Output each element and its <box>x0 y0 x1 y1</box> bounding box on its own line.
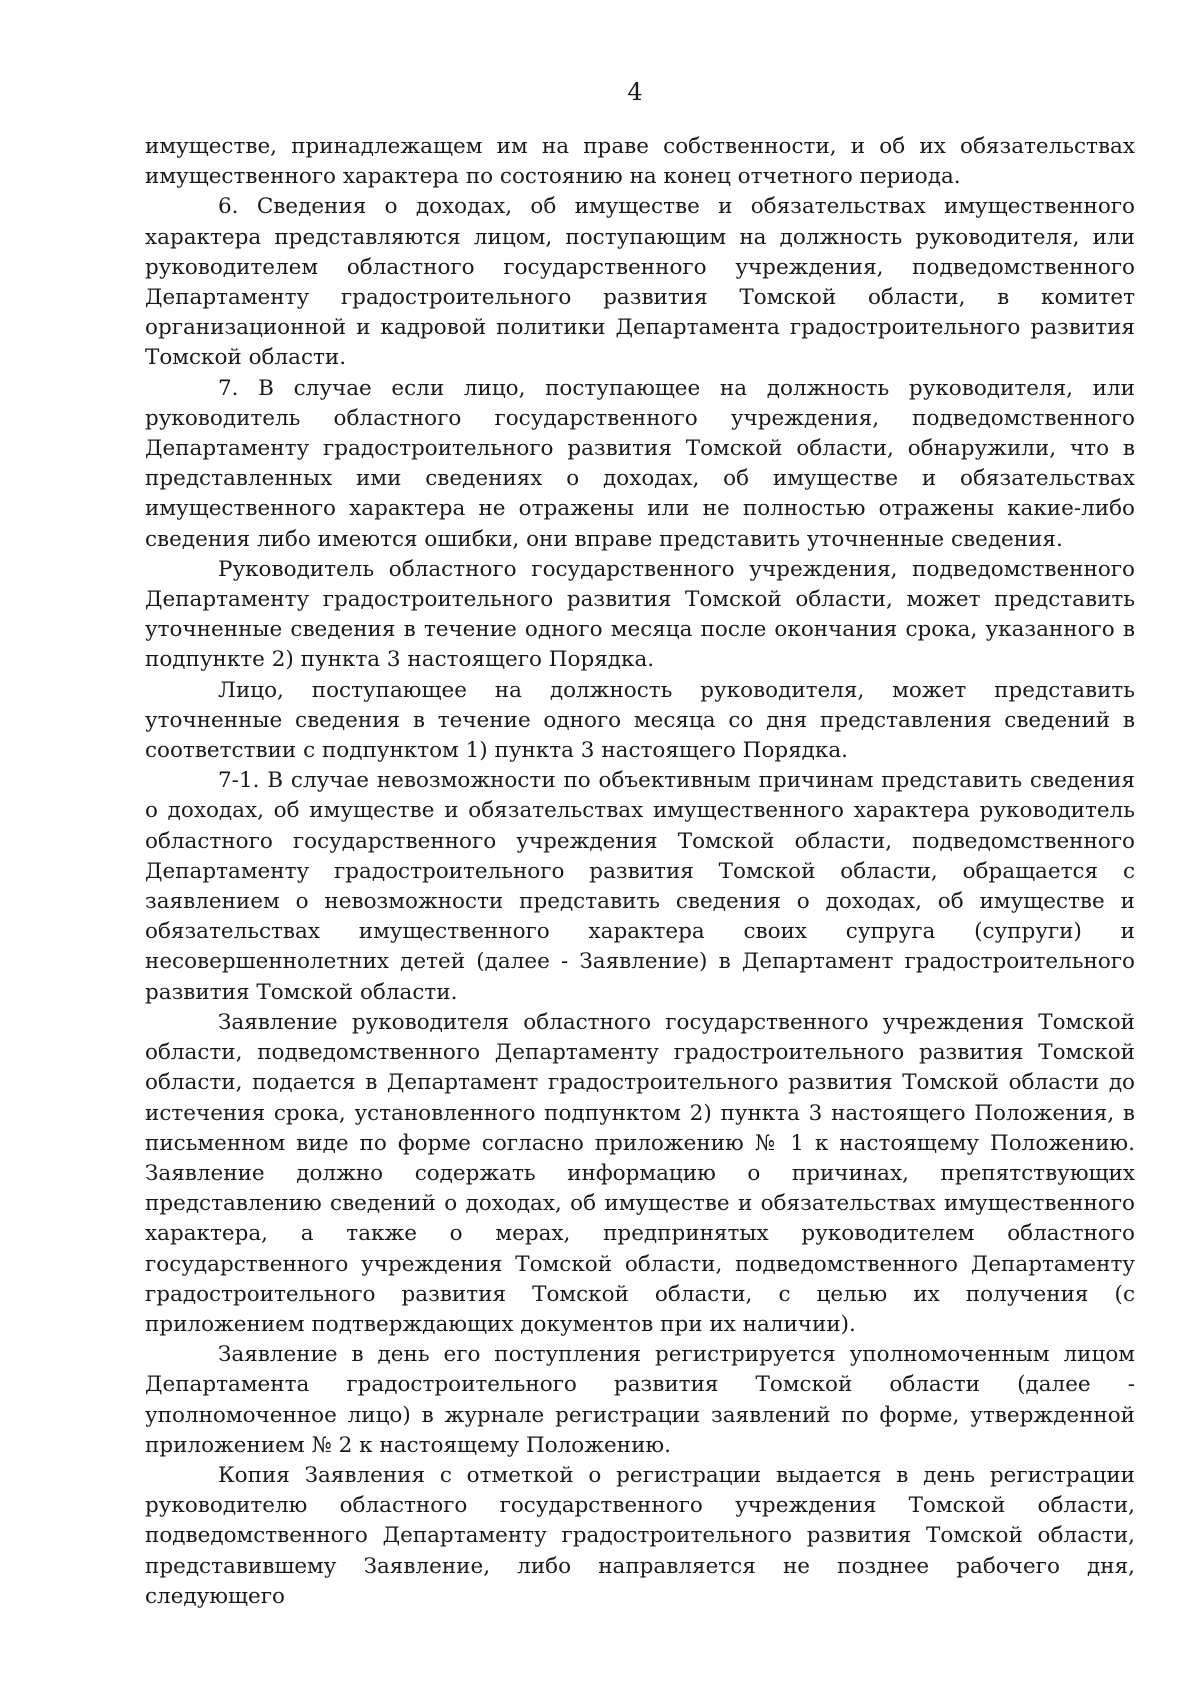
document-body <box>145 132 1135 1612</box>
paragraph-continuation: имуществе, принадлежащем им на праве собственности, и об их обязательствах имущественного характера по состоянию на конец отчетного периода. <box>145 134 1135 190</box>
paragraph-item-7-head: Руководитель областного государственного учреждения, подведомственного Департаменту градостроительного развития Томской области, может представить уточненные сведения в течение одного месяца после окончания срока, указанного в подпункте 2) пункта 3 настоящего Порядка. <box>145 556 1135 673</box>
paragraph-application-registration: Заявление в день его поступления регистрируется уполномоченным лицом Департамента градостроительного развития Томской области (далее - уполномоченное лицо) в журнале регистрации заявлений по форме, утвержденной приложением № 2 к настоящему Положению. <box>145 1342 1135 1458</box>
paragraph-item-7: 7. В случае если лицо, поступающее на должность руководителя, или руководитель областного государственного учреждения, подведомственного Департаменту градостроительного развития Томской области, обнаружили, что в представленных ими сведениях о доходах, об имуществе и обязательствах имущественного характера не отражены или не полностью отражены какие-либо сведения либо имеются ошибки, они вправе представить уточненные сведения. <box>145 375 1135 552</box>
paragraph-application-submission: Заявление руководителя областного государственного учреждения Томской области, подведомственного Департаменту градостроительного развития Томской области, подается в Департамент градостроительного развития Томской области до истечения срока, установленного подпунктом 2) пункта 3 настоящего Положения, в письменном виде по форме согласно приложению № 1 к настоящему Положению. Заявление должно содержать информацию о причинах, препятствующих представлению сведений о доходах, об имуществе и обязательствах имущественного характера, а также о мерах, предпринятых руководителем областного государственного учреждения Томской области, подведомственного Департаменту градостроительного развития Томской области, с целью их получения (с приложением подтверждающих документов при их наличии). <box>145 1009 1135 1337</box>
paragraph-item-7-1: 7-1. В случае невозможности по объективным причинам представить сведения о доходах, об имуществе и обязательствах имущественного характера руководитель областного государственного учреждения Томской области, подведомственного Департаменту градостроительного развития Томской области, обращается с заявлением о невозможности представить сведения о доходах, об имуществе и обязательствах имущественного характера своих супруга (супруги) и несовершеннолетних детей (далее - Заявление) в Департамент градостроительного развития Томской области. <box>145 768 1135 1005</box>
paragraph-item-6: 6. Сведения о доходах, об имуществе и обязательствах имущественного характера представляются лицом, поступающим на должность руководителя, или руководителем областного государственного учреждения, подведомственного Департаменту градостроительного развития Томской области, в комитет организационной и кадровой политики Департамента градостроительного развития Томской области. <box>145 194 1135 371</box>
paragraph-item-7-applicant: Лицо, поступающее на должность руководителя, может представить уточненные сведения в течение одного месяца со дня представления сведений в соответствии с подпунктом 1) пункта 3 настоящего Порядка. <box>145 677 1135 764</box>
paragraph-application-copy: Копия Заявления с отметкой о регистрации выдается в день регистрации руководителю областного государственного учреждения Томской области, подведомственного Департаменту градостроительного развития Томской области, представившему Заявление, либо направляется не позднее рабочего дня, следующего <box>145 1462 1135 1609</box>
page-number: 4 <box>627 78 643 106</box>
